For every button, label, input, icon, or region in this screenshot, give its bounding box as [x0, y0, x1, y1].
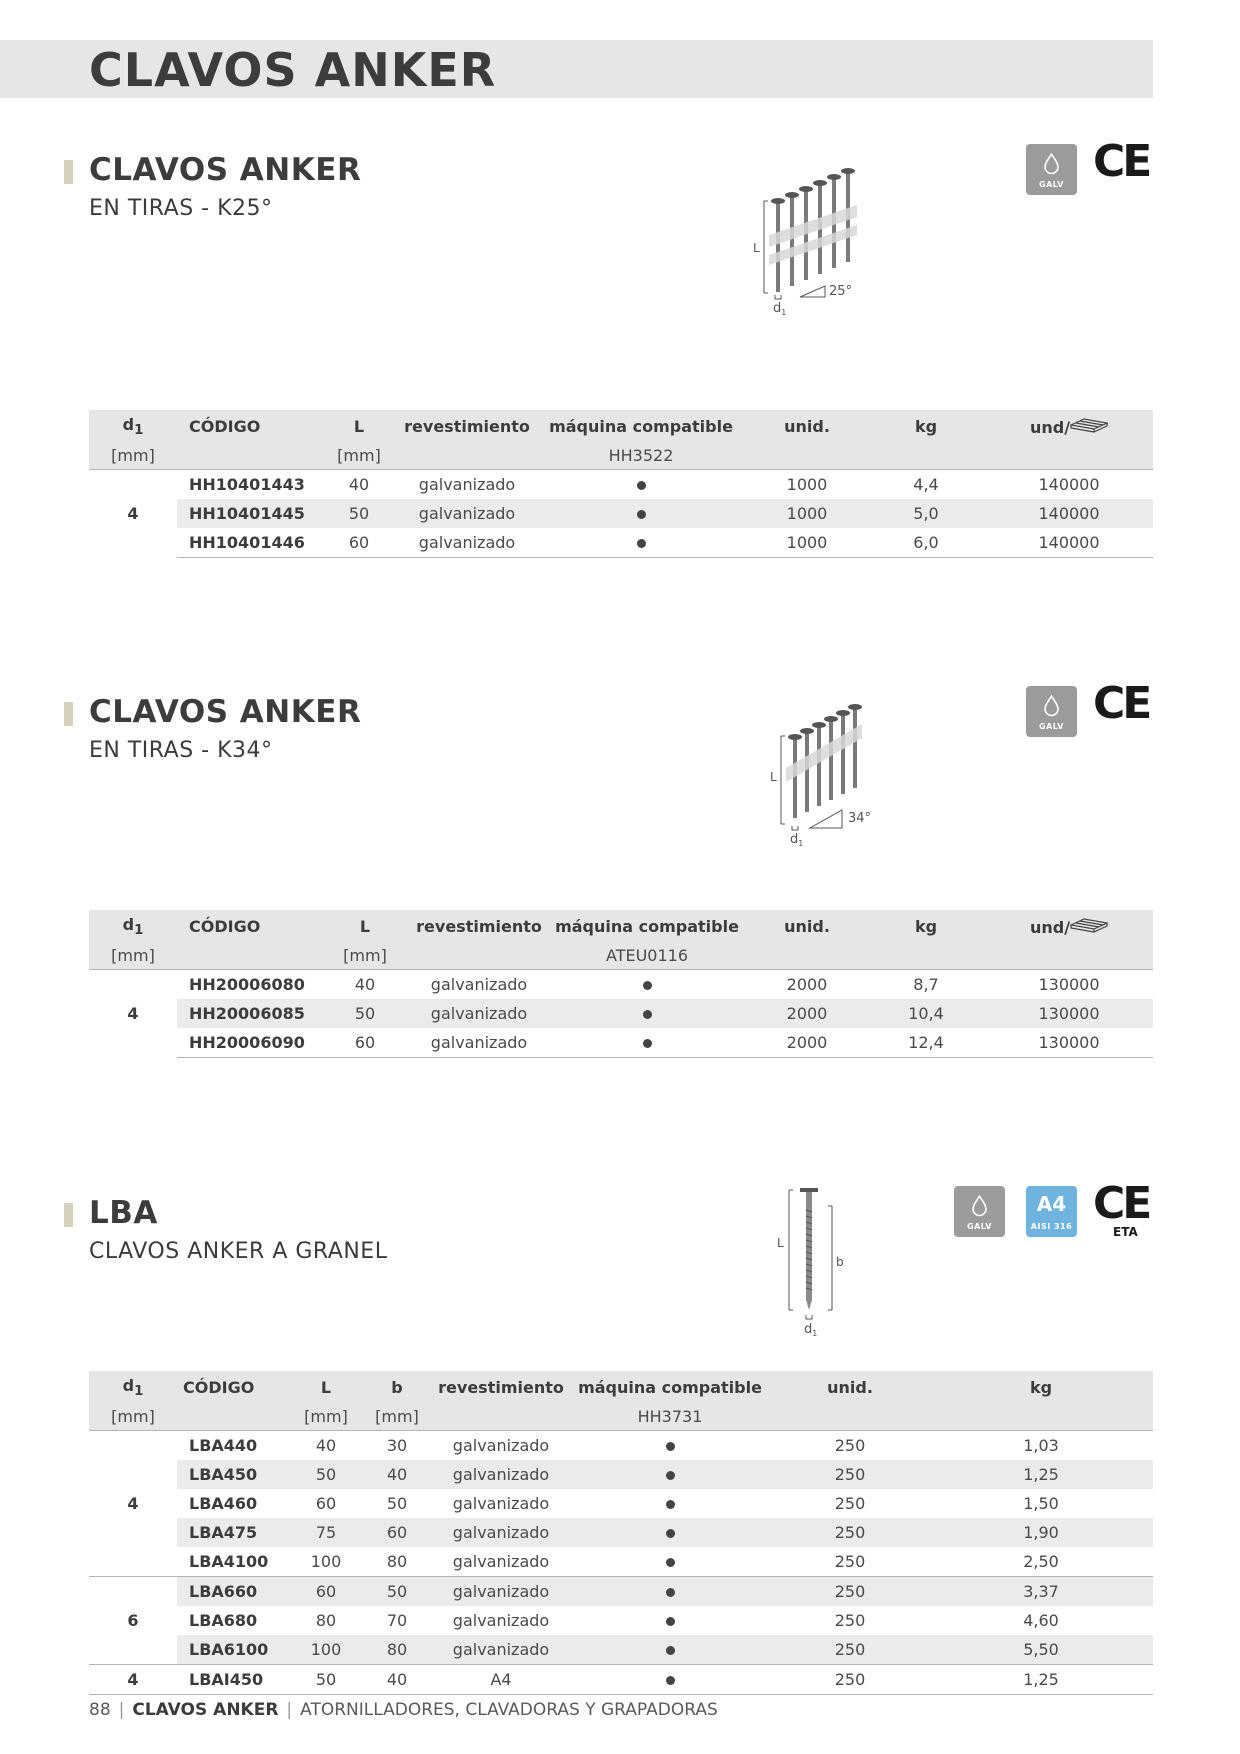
- length-header: L: [319, 410, 399, 441]
- d1-value: 4: [89, 1431, 177, 1577]
- units-value: 250: [834, 1611, 866, 1630]
- product-code: LBA680: [189, 1611, 258, 1630]
- kg-value: 2,50: [929, 1547, 1153, 1577]
- product-code: LBA6100: [177, 1635, 291, 1665]
- coating-value: galvanizado: [399, 528, 535, 558]
- d1-unit: [mm]: [89, 441, 177, 470]
- kg-value: 4,4: [913, 475, 939, 494]
- compatible-dot: [569, 1635, 771, 1665]
- machine-code: ATEU0116: [547, 941, 747, 970]
- length-value: 50: [319, 999, 411, 1028]
- units-value: 250: [771, 1460, 929, 1489]
- angle-label: 34°: [848, 811, 872, 826]
- compatible-dot: [569, 1665, 771, 1695]
- machine-header: máquina compatible: [547, 910, 747, 941]
- page-number: 88: [89, 1700, 111, 1720]
- units-value: 250: [834, 1436, 866, 1455]
- pallet-value: 130000: [1038, 975, 1100, 994]
- b-unit: [mm]: [361, 1402, 433, 1431]
- coating-value: galvanizado: [452, 1436, 550, 1455]
- length-value: 75: [291, 1518, 361, 1547]
- units-value: 2000: [786, 975, 828, 994]
- compatible-dot: [569, 1518, 771, 1547]
- kg-value: 6,0: [867, 528, 985, 558]
- product-code: LBA450: [177, 1460, 291, 1489]
- compatible-dot: [569, 1431, 771, 1461]
- b-value: 30: [386, 1436, 408, 1455]
- coating-value: galvanizado: [433, 1577, 569, 1607]
- b-value: 40: [361, 1665, 433, 1695]
- machine-header: máquina compatible: [569, 1371, 771, 1402]
- a4-badge: [1026, 1186, 1077, 1237]
- compatible-dot: [569, 1547, 771, 1577]
- compatible-dot: [547, 1028, 747, 1058]
- machine-code: HH3731: [569, 1402, 771, 1431]
- d1-unit: [mm]: [89, 941, 177, 970]
- b-label: b: [836, 1255, 844, 1269]
- nail-strip-diagram: [745, 165, 865, 315]
- pallet-value: 140000: [1038, 475, 1100, 494]
- units-value: 2000: [747, 1028, 867, 1058]
- compatible-dot: [569, 1460, 771, 1489]
- footer-section: CLAVOS ANKER: [132, 1700, 279, 1720]
- coating-value: galvanizado: [399, 499, 535, 528]
- product-code: HH10401446: [177, 528, 319, 558]
- kg-header: kg: [867, 410, 985, 441]
- length-unit: [mm]: [291, 1402, 361, 1431]
- spec-table: [89, 410, 1153, 558]
- pallet-icon: [1070, 917, 1108, 933]
- product-code: LBA475: [177, 1518, 291, 1547]
- units-value: 1000: [786, 475, 828, 494]
- product-code: LBA460: [189, 1494, 258, 1513]
- b-header: b: [361, 1371, 433, 1402]
- spec-table: [89, 1371, 1153, 1695]
- kg-value: 5,50: [929, 1635, 1153, 1665]
- kg-value: 5,0: [867, 499, 985, 528]
- footer-chapter: ATORNILLADORES, CLAVADORAS Y GRAPADORAS: [300, 1700, 718, 1720]
- coating-header: revestimiento: [411, 910, 547, 941]
- coating-value: galvanizado: [452, 1611, 550, 1630]
- length-value: 100: [291, 1635, 361, 1665]
- galv-badge: [954, 1186, 1005, 1237]
- section-title: CLAVOS ANKER: [89, 152, 362, 188]
- product-code: LBA4100: [177, 1547, 291, 1577]
- compatible-dot: [569, 1489, 771, 1518]
- diameter-label: $d_1$: [790, 832, 804, 846]
- kg-value: 1,25: [929, 1460, 1153, 1489]
- kg-value: 1,50: [1023, 1494, 1059, 1513]
- length-value: 40: [315, 1436, 337, 1455]
- kg-value: 10,4: [867, 999, 985, 1028]
- compatible-dot: [535, 470, 747, 500]
- compatible-dot: [569, 1577, 771, 1607]
- product-code: LBA660: [177, 1577, 291, 1607]
- diameter-label: $d_1$: [804, 1322, 818, 1336]
- coating-header: revestimiento: [433, 1371, 569, 1402]
- kg-value: 4,60: [1023, 1611, 1059, 1630]
- units-value: 250: [771, 1518, 929, 1547]
- galv-label: GALV: [1039, 180, 1064, 189]
- kg-value: 3,37: [929, 1577, 1153, 1607]
- length-value: 60: [319, 528, 399, 558]
- page-footer: 88 | CLAVOS ANKER | ATORNILLADORES, CLAVADORAS Y GRAPADORAS: [89, 1700, 718, 1720]
- section-marker: [64, 702, 73, 726]
- d1-value: 4: [127, 504, 139, 524]
- compatible-dot: [547, 999, 747, 1028]
- length-value: 40: [348, 475, 370, 494]
- pallet-icon: [1070, 417, 1108, 433]
- coating-value: galvanizado: [433, 1518, 569, 1547]
- nail-strip-diagram: [762, 696, 882, 846]
- length-header: L: [319, 910, 411, 941]
- coating-value: galvanizado: [411, 999, 547, 1028]
- product-code: LBAI450: [177, 1665, 291, 1695]
- pallet-value: 130000: [985, 1028, 1153, 1058]
- aisi-label: AISI 316: [1030, 1222, 1073, 1231]
- section-marker: [64, 160, 73, 184]
- kg-value: 1,90: [929, 1518, 1153, 1547]
- length-value: 60: [315, 1494, 337, 1513]
- compatible-dot: [535, 499, 747, 528]
- product-code: HH20006080: [189, 975, 305, 994]
- coating-value: A4: [433, 1665, 569, 1695]
- a4-label: A4: [1036, 1192, 1067, 1216]
- coating-value: galvanizado: [430, 975, 528, 994]
- pallet-header: und/: [985, 410, 1153, 441]
- units-header: unid.: [771, 1371, 929, 1402]
- coating-value: galvanizado: [433, 1635, 569, 1665]
- codigo-header: CÓDIGO: [177, 1371, 291, 1402]
- coating-value: galvanizado: [411, 1028, 547, 1058]
- kg-value: 1,25: [929, 1665, 1153, 1695]
- d1-value: 4: [89, 1665, 177, 1695]
- galv-label: GALV: [967, 1222, 992, 1231]
- units-value: 2000: [747, 999, 867, 1028]
- ce-mark: CE: [1093, 1178, 1150, 1229]
- pallet-value: 140000: [985, 528, 1153, 558]
- b-value: 80: [361, 1547, 433, 1577]
- codigo-header: CÓDIGO: [177, 410, 319, 441]
- section-title: LBA: [89, 1195, 158, 1231]
- length-label: L: [770, 770, 777, 784]
- length-label: L: [777, 1236, 784, 1250]
- machine-header: máquina compatible: [535, 410, 747, 441]
- coating-value: galvanizado: [433, 1547, 569, 1577]
- units-header: unid.: [747, 910, 867, 941]
- drop-icon: [971, 1195, 988, 1217]
- units-value: 250: [771, 1577, 929, 1607]
- length-value: 60: [291, 1577, 361, 1607]
- section-subtitle: EN TIRAS - K34°: [89, 738, 273, 763]
- length-value: 80: [315, 1611, 337, 1630]
- length-value: 100: [291, 1547, 361, 1577]
- product-code: HH20006090: [177, 1028, 319, 1058]
- units-value: 250: [771, 1665, 929, 1695]
- ce-mark: CE: [1093, 136, 1150, 187]
- kg-header: kg: [929, 1371, 1153, 1402]
- b-value: 50: [361, 1577, 433, 1607]
- section-marker: [64, 1203, 73, 1227]
- b-value: 60: [361, 1518, 433, 1547]
- coating-value: galvanizado: [418, 475, 516, 494]
- kg-value: 12,4: [867, 1028, 985, 1058]
- kg-header: kg: [867, 910, 985, 941]
- b-value: 80: [361, 1635, 433, 1665]
- d1-value: 4: [127, 1004, 139, 1024]
- kg-value: 1,03: [1023, 1436, 1059, 1455]
- pallet-value: 140000: [985, 499, 1153, 528]
- d1-header: $d_1$: [89, 1371, 177, 1402]
- length-header: L: [291, 1371, 361, 1402]
- d1-value: 6: [89, 1577, 177, 1665]
- drop-icon: [1043, 153, 1060, 175]
- galv-label: GALV: [1039, 722, 1064, 731]
- machine-code: HH3522: [535, 441, 747, 470]
- length-value: 40: [354, 975, 376, 994]
- length-unit: [mm]: [319, 441, 399, 470]
- units-value: 250: [771, 1547, 929, 1577]
- units-value: 250: [771, 1635, 929, 1665]
- drop-icon: [1043, 695, 1060, 717]
- diameter-label: $d_1$: [773, 301, 787, 315]
- ce-mark: CE: [1093, 678, 1150, 729]
- coating-header: revestimiento: [399, 410, 535, 441]
- section-subtitle: EN TIRAS - K25°: [89, 196, 273, 221]
- units-value: 1000: [747, 499, 867, 528]
- units-value: 1000: [747, 528, 867, 558]
- b-value: 50: [386, 1494, 408, 1513]
- b-value: 70: [386, 1611, 408, 1630]
- product-code: HH10401443: [189, 475, 305, 494]
- d1-unit: [mm]: [89, 1402, 177, 1431]
- length-value: 50: [291, 1460, 361, 1489]
- units-header: unid.: [747, 410, 867, 441]
- product-code: HH10401445: [177, 499, 319, 528]
- length-unit: [mm]: [319, 941, 411, 970]
- eta-label: ETA: [1113, 1225, 1138, 1239]
- product-code: HH20006085: [177, 999, 319, 1028]
- length-value: 50: [319, 499, 399, 528]
- spec-table: [89, 910, 1153, 1058]
- coating-value: galvanizado: [452, 1494, 550, 1513]
- pallet-value: 130000: [985, 999, 1153, 1028]
- compatible-dot: [569, 1606, 771, 1635]
- compatible-dot: [535, 528, 747, 558]
- kg-value: 8,7: [913, 975, 939, 994]
- galv-badge: [1026, 686, 1077, 737]
- coating-value: galvanizado: [433, 1460, 569, 1489]
- compatible-dot: [547, 970, 747, 1000]
- length-label: L: [753, 241, 760, 255]
- units-value: 250: [834, 1494, 866, 1513]
- d1-header: $d_1$: [89, 410, 177, 441]
- b-value: 40: [361, 1460, 433, 1489]
- pallet-header: und/: [985, 910, 1153, 941]
- angle-label: 25°: [829, 284, 853, 299]
- bulk-nail-diagram: [770, 1186, 850, 1336]
- section-title: CLAVOS ANKER: [89, 694, 362, 730]
- codigo-header: CÓDIGO: [177, 910, 319, 941]
- length-value: 50: [291, 1665, 361, 1695]
- page-title: CLAVOS ANKER: [89, 43, 497, 97]
- length-value: 60: [319, 1028, 411, 1058]
- galv-badge: [1026, 144, 1077, 195]
- d1-header: $d_1$: [89, 910, 177, 941]
- section-subtitle: CLAVOS ANKER A GRANEL: [89, 1239, 388, 1264]
- product-code: LBA440: [189, 1436, 258, 1455]
